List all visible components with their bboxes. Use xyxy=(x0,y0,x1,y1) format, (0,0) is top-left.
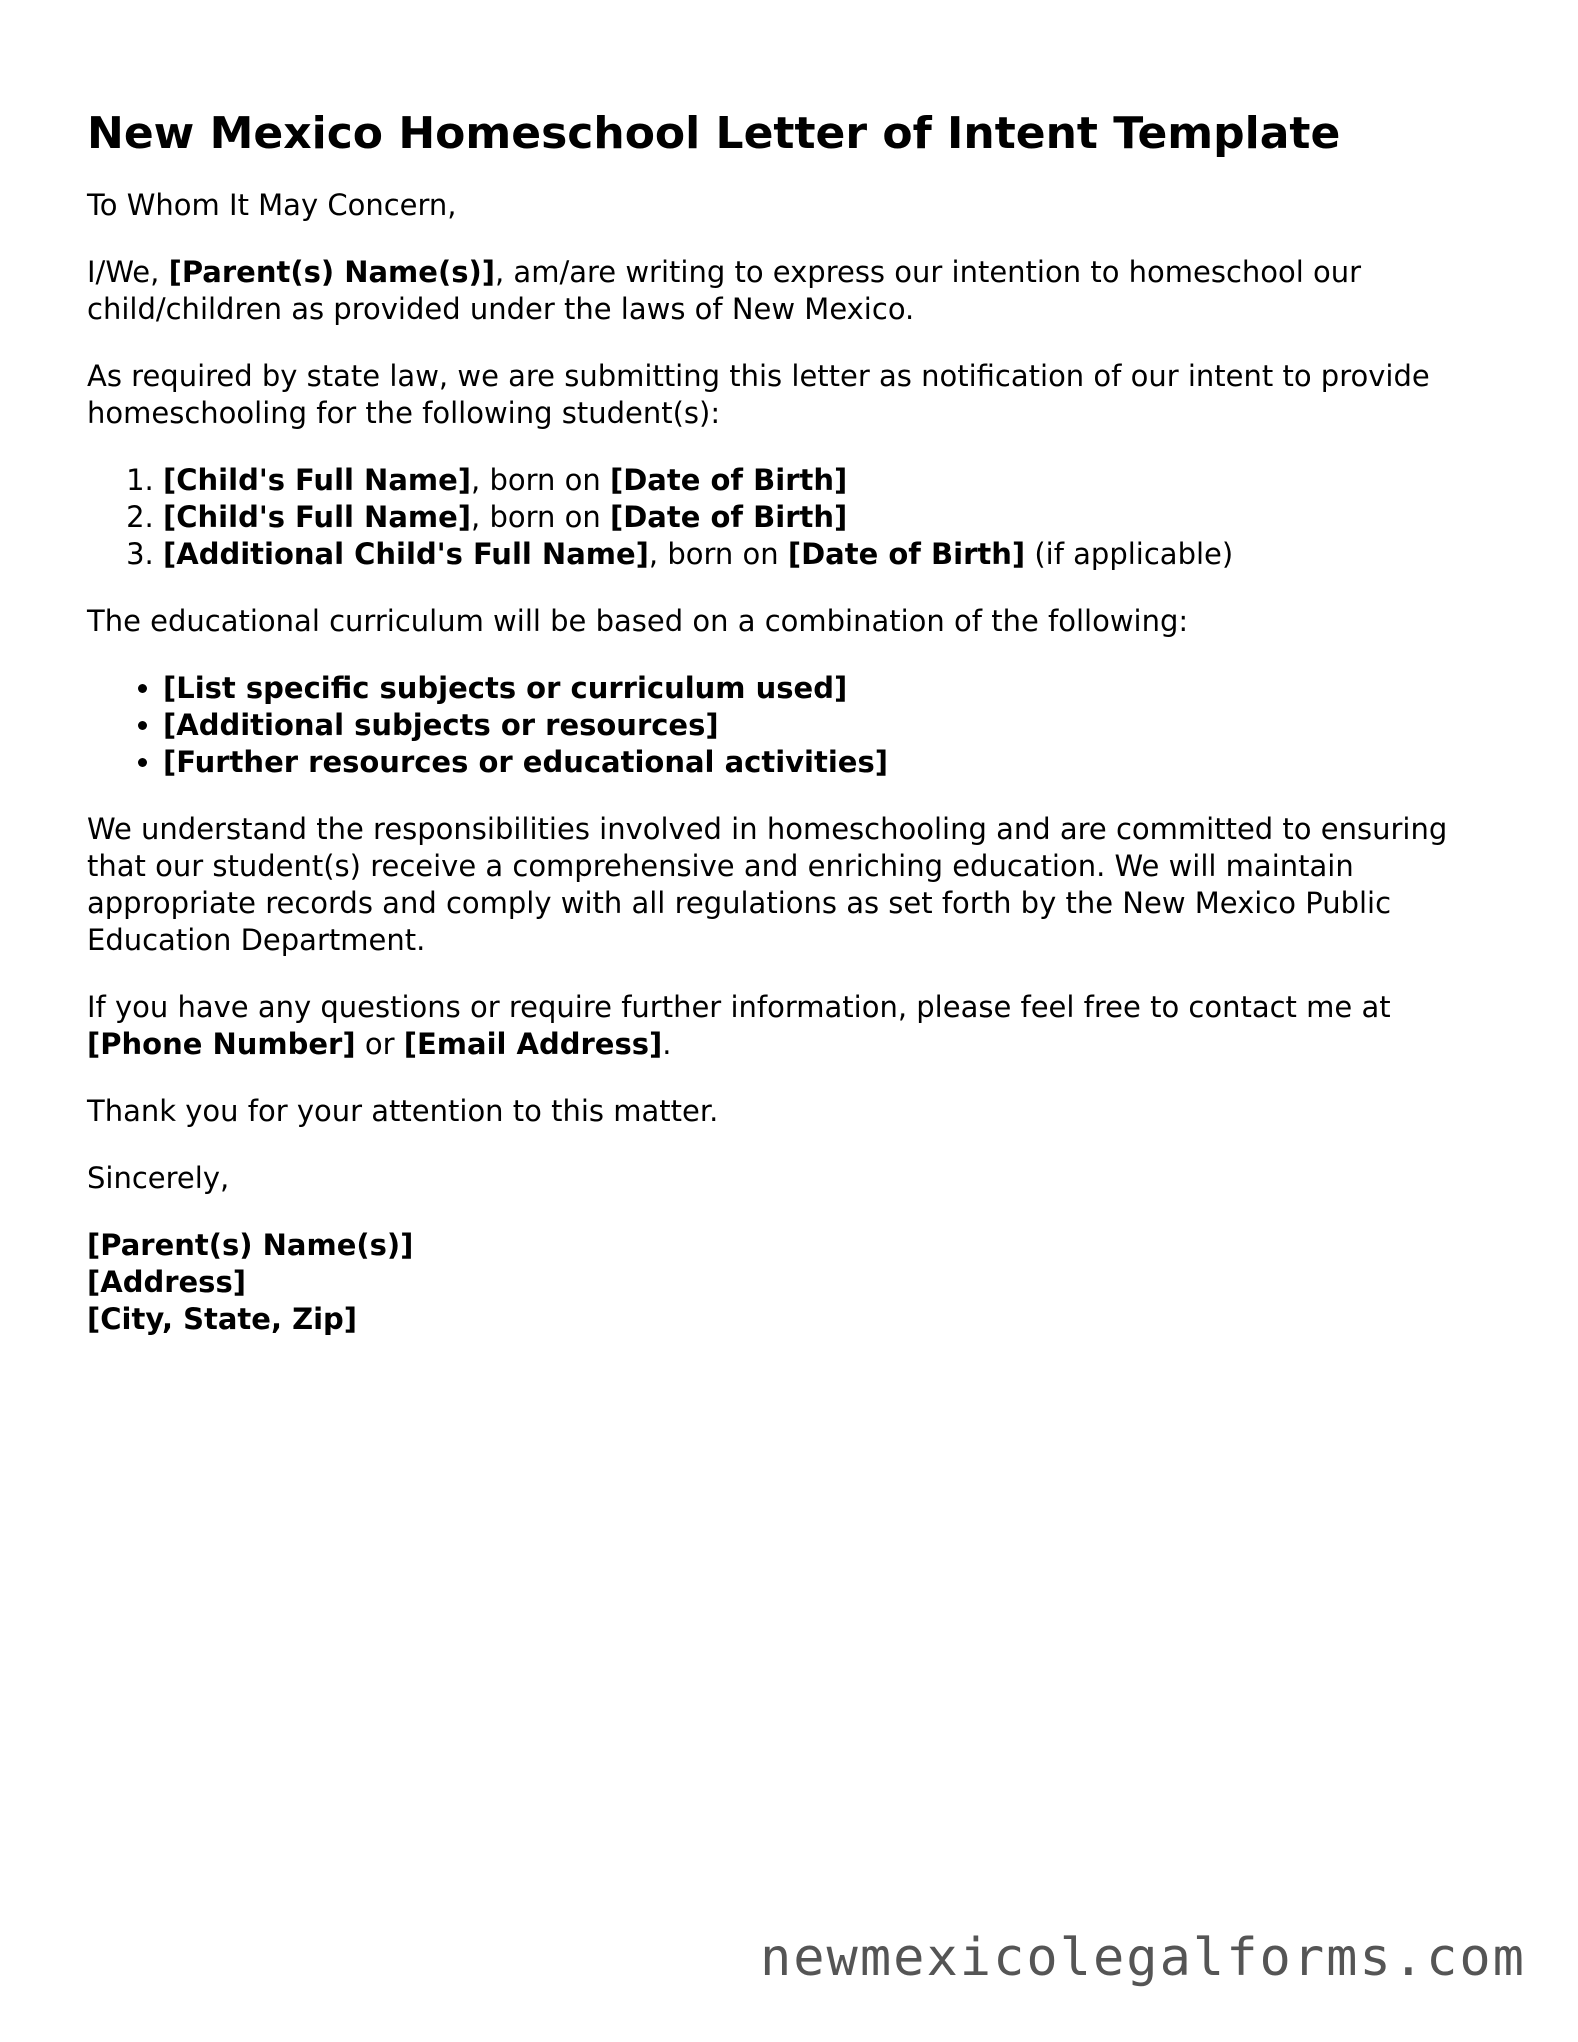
student-list xyxy=(87,462,1507,573)
student-dob: [Date of Birth] xyxy=(609,463,848,497)
website-watermark: newmexicolegalforms.com xyxy=(759,1928,1526,1988)
contact-prefix: If you have any questions or require further information, please feel free to contact me at xyxy=(87,990,1391,1024)
notification-paragraph: As required by state law, we are submitting this letter as notification of our intent to provide homeschooling for the following student(s): xyxy=(87,359,1430,430)
signature-city-state-zip: [City, State, Zip] xyxy=(87,1302,358,1336)
commitment-paragraph: We understand the responsibilities involved in homeschooling and are committed to ensuring that our student(s) receive a comprehensive and enriching education. We will maintain appropriate records and comply with all regulations as set forth by the New Mexico Public Education Department. xyxy=(87,812,1448,957)
curriculum-list xyxy=(87,670,1507,781)
student-dob: [Date of Birth] xyxy=(609,500,848,534)
student-item xyxy=(163,499,1507,536)
student-item xyxy=(163,462,1507,499)
student-connector: , born on xyxy=(471,500,610,534)
curriculum-item-text: [Further resources or educational activities] xyxy=(163,745,888,779)
curriculum-item xyxy=(163,670,1507,707)
intro-suffix: , am/are writing to express our intention to homeschool our child/children as provided under the laws of New Mexico. xyxy=(87,255,1362,326)
signature-block xyxy=(87,1227,1507,1338)
contact-middle: or xyxy=(355,1027,404,1061)
salutation: To Whom It May Concern, xyxy=(87,188,457,222)
curriculum-intro: The educational curriculum will be based on a combination of the following: xyxy=(87,604,1189,638)
student-note: (if applicable) xyxy=(1025,537,1234,571)
curriculum-item xyxy=(163,744,1507,781)
contact-suffix: . xyxy=(662,1027,672,1061)
document-title: New Mexico Homeschool Letter of Intent Template xyxy=(87,108,1341,159)
curriculum-item-text: [Additional subjects or resources] xyxy=(163,708,719,742)
student-name: [Child's Full Name] xyxy=(163,500,472,534)
signature-name: [Parent(s) Name(s)] xyxy=(87,1228,414,1262)
phone-placeholder: [Phone Number] xyxy=(87,1027,356,1061)
contact-paragraph xyxy=(87,989,1507,1063)
intro-paragraph xyxy=(87,254,1507,328)
curriculum-item xyxy=(163,707,1507,744)
student-name: [Child's Full Name] xyxy=(163,463,472,497)
letter-document xyxy=(87,104,1507,1338)
student-connector: , born on xyxy=(471,463,610,497)
thanks-paragraph: Thank you for your attention to this matter. xyxy=(87,1094,719,1128)
student-dob: [Date of Birth] xyxy=(787,537,1026,571)
parent-name-placeholder: [Parent(s) Name(s)] xyxy=(168,255,495,289)
student-item xyxy=(163,536,1507,573)
student-connector: , born on xyxy=(648,537,788,571)
curriculum-item-text: [List specific subjects or curriculum used] xyxy=(163,671,848,705)
student-name: [Additional Child's Full Name] xyxy=(163,537,649,571)
email-placeholder: [Email Address] xyxy=(403,1027,663,1061)
signature-address: [Address] xyxy=(87,1265,246,1299)
intro-prefix: I/We, xyxy=(87,255,169,289)
closing: Sincerely, xyxy=(87,1161,230,1195)
